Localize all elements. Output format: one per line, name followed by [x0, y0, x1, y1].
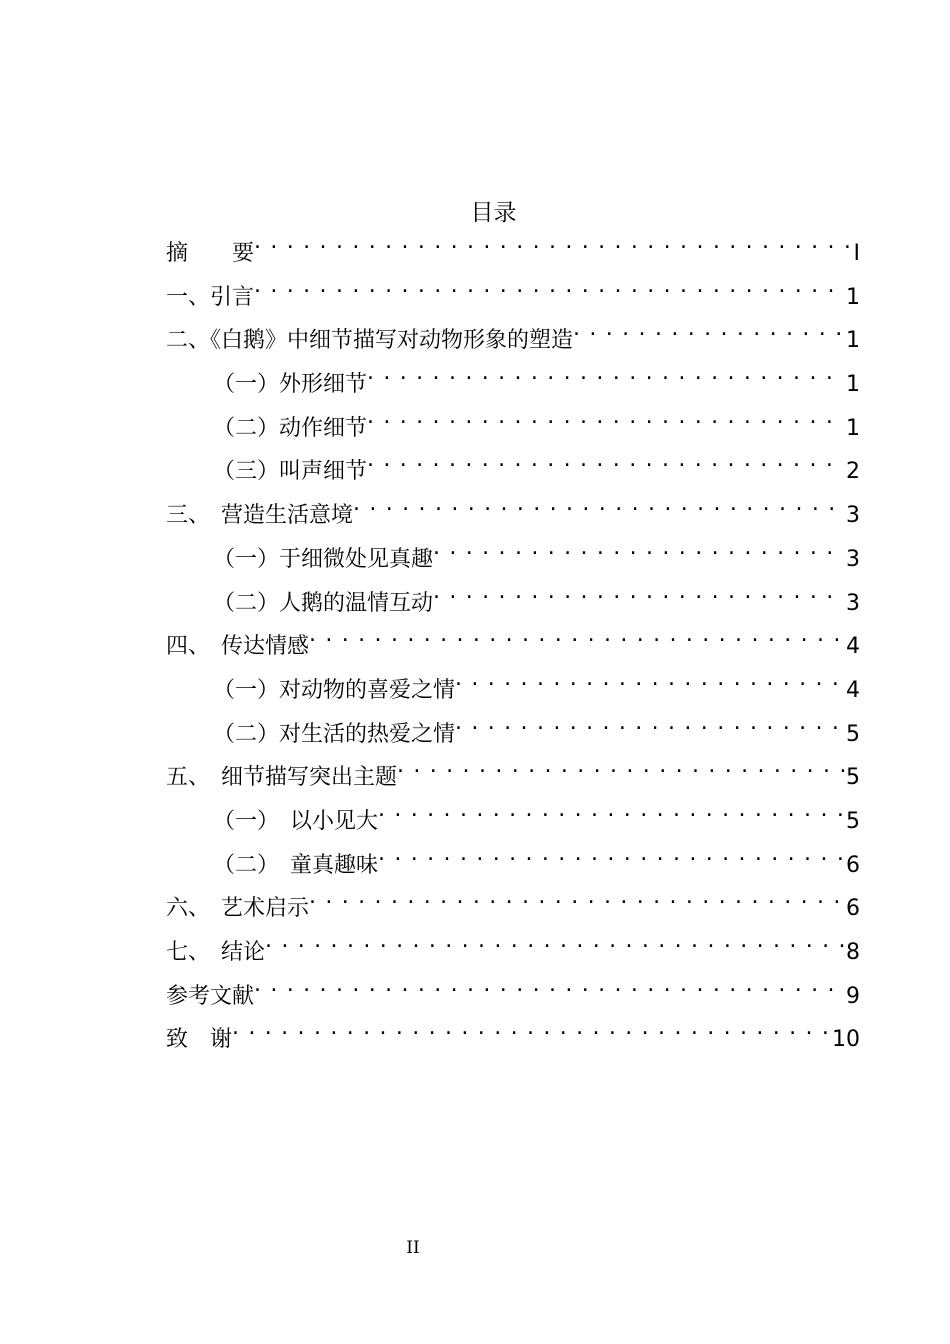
dot-leader: [455, 705, 844, 741]
toc-entry-label: （二）人鹅的温情互动: [213, 590, 434, 616]
toc-entry-label: 一、引言: [166, 284, 255, 310]
toc-entry-page: 4: [846, 634, 860, 660]
toc-entry[interactable]: [166, 879, 860, 923]
toc-entry-label: 三、 营造生活意境: [166, 503, 354, 529]
toc-entry-label: 五、 细节描写突出主题: [166, 765, 398, 791]
toc-entry-label: 摘 要: [166, 241, 255, 266]
toc-entry-label: （二） 童真趣味: [213, 852, 379, 878]
toc-entry-page: 10: [832, 1027, 860, 1053]
toc-entry[interactable]: [166, 530, 860, 574]
toc-entry-page: 3: [846, 546, 860, 572]
toc-entry-page: 6: [846, 896, 860, 922]
toc-entry[interactable]: [166, 486, 860, 530]
toc-entry-label: （二）动作细节: [213, 415, 368, 441]
toc-entry-label: （一）于细微处见真趣: [213, 546, 434, 572]
dot-leader: [309, 617, 844, 653]
toc-entry-page: 5: [846, 721, 860, 747]
toc-entry-label: （一）对动物的喜爱之情: [213, 677, 456, 703]
dot-leader: [232, 1010, 830, 1046]
toc-entry-page: 2: [846, 459, 860, 485]
dot-leader: [254, 268, 844, 304]
toc-entry-label: （二）对生活的热爱之情: [213, 721, 456, 747]
toc-entry-page: 5: [846, 765, 860, 791]
toc-entry-label: 六、 艺术启示: [166, 896, 310, 922]
toc-entry[interactable]: [166, 748, 860, 792]
toc-entry[interactable]: [166, 311, 860, 355]
dot-leader: [265, 923, 844, 959]
dot-leader: [254, 224, 851, 260]
toc-entry-label: 致 谢: [166, 1027, 233, 1053]
toc-entry-label: （一） 以小见大: [213, 808, 379, 834]
toc-entry-page: 1: [846, 284, 860, 310]
toc-entry[interactable]: [166, 967, 860, 1011]
toc-entry[interactable]: [166, 574, 860, 618]
toc-entry-label: （一）外形细节: [213, 372, 368, 398]
toc-entry-label: 四、 传达情感: [166, 634, 310, 660]
table-of-contents: [166, 224, 860, 1054]
dot-leader: [378, 836, 844, 872]
toc-entry[interactable]: [166, 705, 860, 749]
toc-entry[interactable]: [166, 224, 860, 268]
toc-entry[interactable]: [166, 442, 860, 486]
dot-leader: [254, 967, 844, 1003]
toc-entry-page: 1: [846, 415, 860, 441]
dot-leader: [309, 879, 844, 915]
toc-entry-label: 七、 结论: [166, 940, 266, 965]
dot-leader: [433, 574, 844, 610]
toc-entry-label: （三）叫声细节: [213, 459, 368, 485]
dot-leader: [378, 792, 844, 828]
dot-leader: [367, 442, 844, 478]
dot-leader: [367, 399, 844, 435]
toc-entry-page: 8: [846, 940, 860, 965]
toc-entry[interactable]: [166, 399, 860, 443]
dot-leader: [573, 311, 844, 347]
dot-leader: [367, 355, 844, 391]
toc-entry-page: 6: [846, 852, 860, 878]
toc-entry-page: 3: [846, 503, 860, 529]
toc-entry-page: 4: [846, 677, 860, 703]
toc-entry-page: I: [853, 241, 860, 266]
toc-entry[interactable]: [166, 617, 860, 661]
toc-entry-page: 3: [846, 590, 860, 616]
toc-entry[interactable]: [166, 661, 860, 705]
toc-entry[interactable]: [166, 1010, 860, 1054]
toc-entry-page: 1: [846, 372, 860, 398]
dot-leader: [353, 486, 844, 522]
toc-entry[interactable]: [166, 792, 860, 836]
toc-entry-label: 二、《白鹅》中细节描写对动物形象的塑造: [166, 328, 574, 354]
dot-leader: [433, 530, 844, 566]
page-number: II: [406, 1238, 420, 1258]
toc-entry[interactable]: [166, 836, 860, 880]
toc-entry-page: 9: [846, 983, 860, 1009]
dot-leader: [397, 748, 844, 784]
toc-entry-page: 5: [846, 808, 860, 834]
toc-title: 目录: [470, 200, 517, 226]
toc-entry[interactable]: [166, 355, 860, 399]
toc-entry[interactable]: [166, 268, 860, 312]
toc-entry-label: 参考文献: [166, 983, 255, 1009]
toc-entry-page: 1: [846, 328, 860, 354]
toc-entry[interactable]: [166, 923, 860, 967]
dot-leader: [455, 661, 844, 697]
